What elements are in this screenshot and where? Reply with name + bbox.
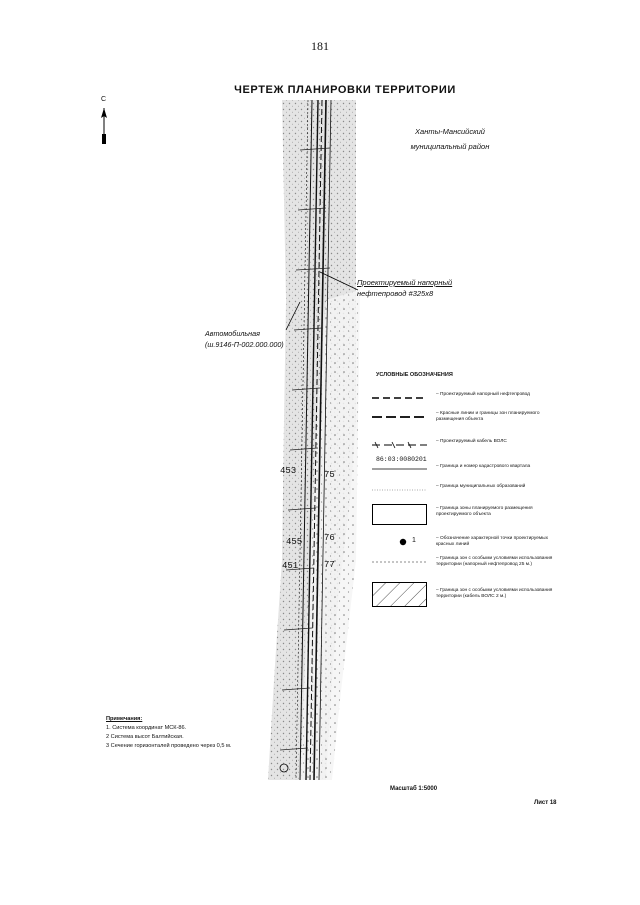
road-label: Автомобильная (ш.9146-П-002.000.000): [205, 329, 284, 349]
region-label: Ханты-Мансийский муниципальный район: [410, 127, 490, 151]
map-number-76: 76: [324, 533, 335, 543]
map-number-455: 455: [286, 537, 303, 547]
scale-label: Масштаб 1:5000: [390, 786, 438, 792]
legend-title: УСЛОВНЫЕ ОБОЗНАЧЕНИЯ: [376, 372, 453, 378]
drawing-title: ЧЕРТЕЖ ПЛАНИРОВКИ ТЕРРИТОРИИ: [234, 84, 456, 96]
note-item: 1. Система координат МСК-86.: [106, 725, 187, 731]
notes-header: Примечания:: [106, 716, 143, 722]
pipeline-label: Проектируемый напорный нефтепровод #325x8: [357, 278, 453, 298]
map-number-77: 77: [324, 560, 335, 570]
note-item: 2 Система высот Балтийская.: [106, 734, 184, 740]
map-number-453: 453: [280, 466, 297, 476]
note-item: 3 Сечение горизонталей проведено через 0,5 м.: [106, 743, 232, 749]
map-number-75: 75: [324, 470, 335, 480]
page-number: 181: [311, 39, 329, 53]
north-label: С: [101, 96, 107, 103]
map-number-451: 451: [282, 561, 299, 571]
sheet-label: Лист 18: [534, 800, 557, 806]
notes: [106, 715, 231, 751]
